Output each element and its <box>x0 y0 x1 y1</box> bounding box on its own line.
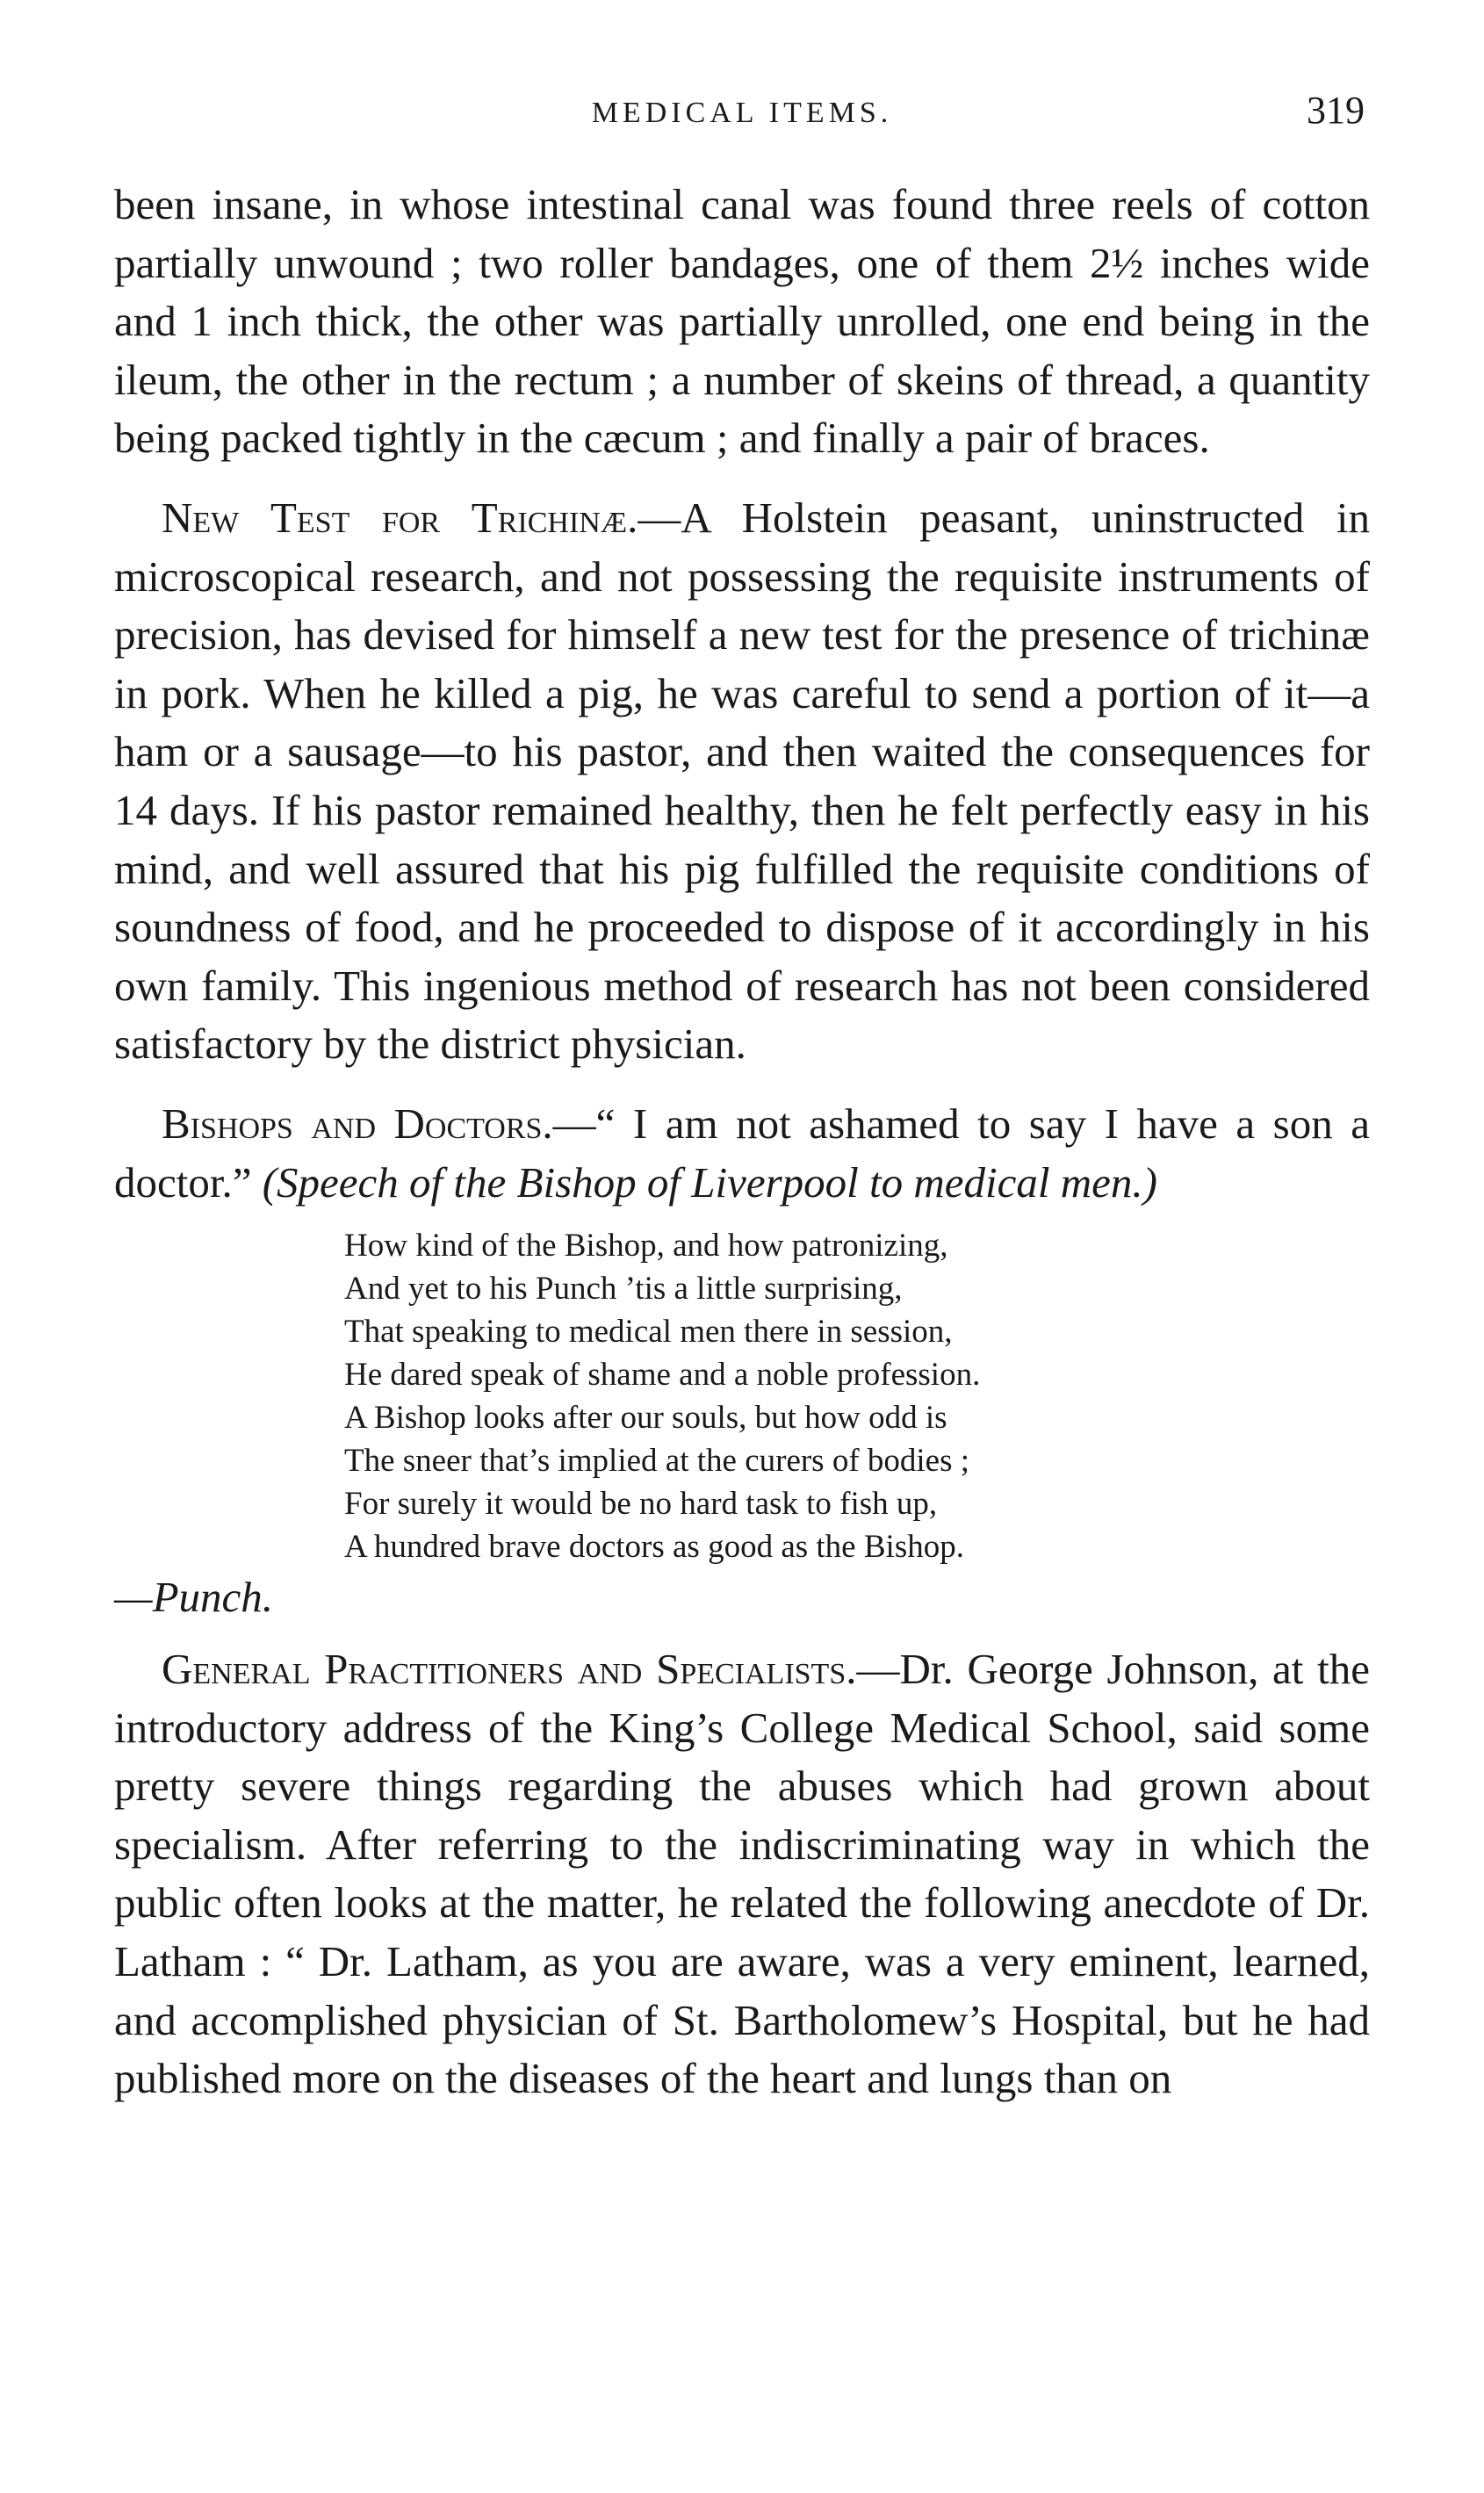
practitioners-paragraph <box>114 1640 1370 2108</box>
trichinae-heading: New Test for Trichinæ. <box>162 493 638 542</box>
running-title: MEDICAL ITEMS. <box>591 97 893 129</box>
poem-line: The sneer that’s implied at the curers of bodies ; <box>344 1443 970 1480</box>
body-text <box>114 176 1370 2108</box>
trichinae-text: —A Holstein peasant, uninstructed in microscopical research, and not possessing the requisite instruments of precision, has devised for himself a new test for the presence of trichinæ in pork. When he killed a pig, he was careful to send a portion of it—a ham or a sausage—to his pastor, and then waited the consequences for 14 days. If his pastor remained healthy, then he felt perfectly easy in his mind, and well assured that his pig fulfilled the requisite conditions of soundness of food, and he proceeded to dispose of it accordingly in his own family. This ingenious method of research has not been considered satisfactory by the district physician. <box>114 493 1370 1069</box>
poem-line: And yet to his Punch ’tis a little surprising, <box>344 1271 903 1308</box>
poem-line: A hundred brave doctors as good as the Bishop. <box>344 1529 964 1566</box>
poem-line: He dared speak of shame and a noble profession. <box>344 1357 981 1394</box>
practitioners-heading: General Practitioners and Specialists. <box>162 1645 857 1694</box>
running-head <box>114 84 1370 137</box>
poem-line: For surely it would be no hard task to fish up, <box>344 1486 938 1523</box>
intro-paragraph: been insane, in whose intestinal canal was found three reels of cotton partially unwound ; two roller bandages, one of them 2½ inches wide and 1 inch thick, the other was partially unrolled, one end being in the ileum, the other in the rectum ; a number of skeins of thread, a quantity being packed tightly in the cæcum ; and finally a pair of braces. <box>114 180 1370 463</box>
poem <box>344 1224 1370 1568</box>
poem-line: How kind of the Bishop, and how patronizing, <box>344 1228 948 1265</box>
poem-attribution: —Punch. <box>114 1573 273 1622</box>
bishops-citation: (Speech of the Bishop of Liverpool to medical men.) <box>262 1157 1157 1207</box>
bishops-paragraph <box>114 1095 1370 1212</box>
trichinae-paragraph <box>114 489 1370 1074</box>
practitioners-text: —Dr. George Johnson, at the introductory address of the King’s College Medical School, said some pretty severe things regarding the abuses which had grown about specialism. After referring to the indiscriminating way in which the public often looks at the matter, he related the following anecdote of Dr. Latham : “ Dr. Latham, as you are aware, was a very eminent, learned, and accomplished physician of St. Bartholomew’s Hospital, but he had published more on the diseases of the heart and lungs than on <box>114 1645 1370 2103</box>
bishops-text: —“ I am not ashamed to say I have a son a doctor.” <box>114 1099 1370 1207</box>
poem-line: A Bishop looks after our souls, but how odd is <box>344 1400 947 1437</box>
poem-line: That speaking to medical men there in session, <box>344 1314 953 1351</box>
bishops-heading: Bishops and Doctors. <box>162 1099 553 1148</box>
page-number: 319 <box>1307 89 1365 132</box>
